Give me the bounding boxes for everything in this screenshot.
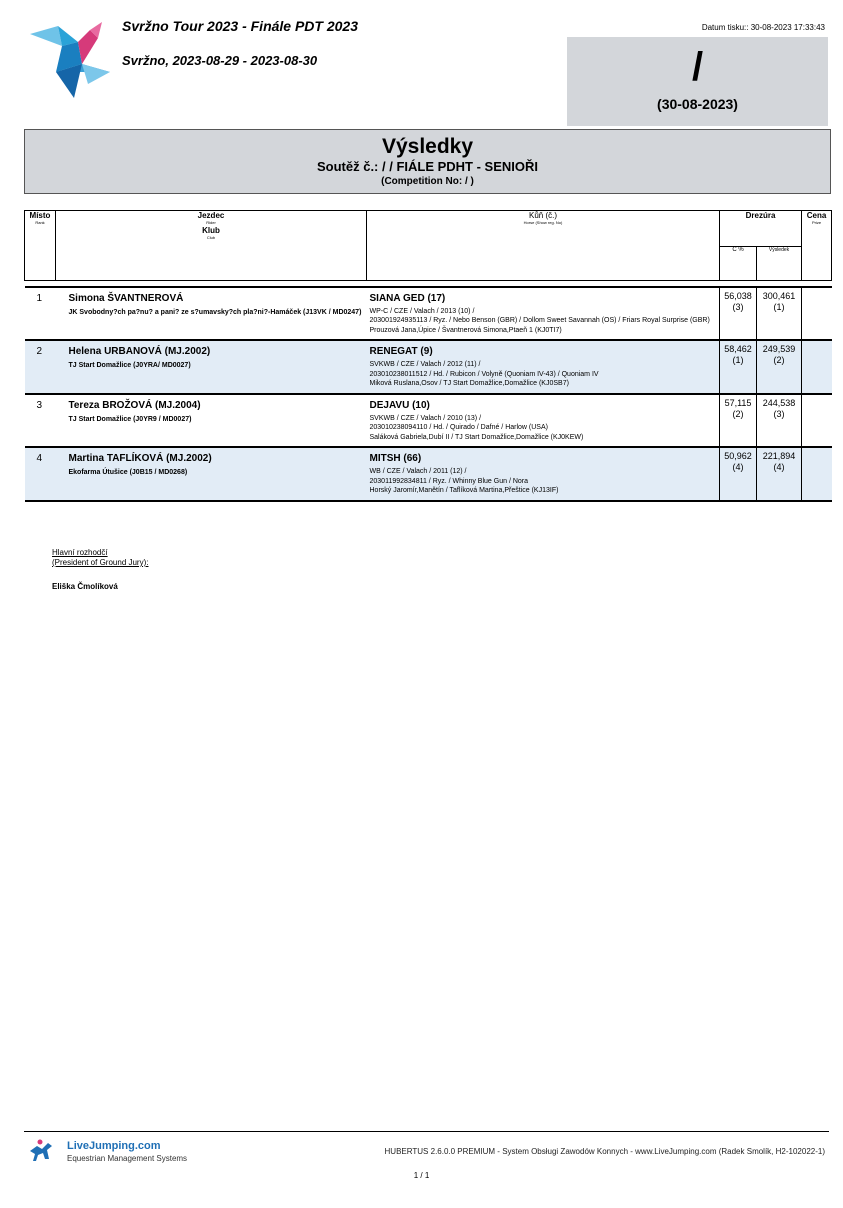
origami-bird-logo-icon <box>28 20 112 100</box>
event-dates: Svržno, 2023-08-29 - 2023-08-30 <box>122 53 318 68</box>
horse-name: MITSH (66) <box>369 453 422 464</box>
col-horse: Kůň (č.) Horse (Show reg. No) <box>367 211 720 281</box>
col-rider: Jezdec Rider Klub Club <box>56 211 367 281</box>
results-banner <box>24 129 831 194</box>
horse-info: SVKWB / CZE / Valach / 2010 (13) / 203010238094110 / Hd. / Quirado / Dafné / Harlow (USA) Saláková Gabriela,Dubí II / TJ Start Domažlice,Domažlice (KJ0KEW) <box>369 414 584 441</box>
horse-cell <box>367 287 720 341</box>
horse-cell <box>367 340 720 394</box>
footer-software-info: HUBERTUS 2.6.0.0 PREMIUM - System Obsługi Zawodów Konnych - www.LiveJumping.com (Radek Smolík, H2-102022-1) <box>384 1147 825 1156</box>
table-row <box>25 287 832 341</box>
club-name: TJ Start Domažlice (J0YRA/ MD0027) <box>68 362 191 369</box>
rank-cell: 2 <box>25 340 56 394</box>
rider-name: Tereza BROŽOVÁ (MJ.2004) <box>68 399 201 411</box>
horse-info: SVKWB / CZE / Valach / 2012 (11) / 203010238011512 / Hd. / Rubicon / Volyně (Quoniam IV-43) / Quoniam IV Miková Ruslana,Osov / TJ Start Domažlice,Domažlice (KJ0SB7) <box>369 361 599 387</box>
rider-cell <box>56 447 367 501</box>
rank-cell: 3 <box>25 394 56 448</box>
footer-tagline: Equestrian Management Systems <box>67 1154 188 1163</box>
competition-date-box <box>567 37 828 126</box>
club-name: Ekofarma Útušice (J0B15 / MD0268) <box>68 469 188 476</box>
rank-cell: 1 <box>25 287 56 341</box>
jury-label: Hlavní rozhodčí <box>52 548 108 557</box>
rider-name: Martina TAFLÍKOVÁ (MJ.2002) <box>68 453 212 464</box>
results-table <box>24 210 832 502</box>
col-dressage: Drezúra <box>720 211 802 247</box>
competition-date: (30-08-2023) <box>657 96 738 112</box>
club-name: TJ Start Domažlice (J0YR9 / MD0027) <box>68 415 192 423</box>
prize-cell <box>802 447 832 501</box>
page-number: 1 / 1 <box>413 1171 430 1180</box>
percent-cell: 50,962 (4) <box>720 447 757 501</box>
jury-section <box>52 548 148 592</box>
horse-info: WP-C / CZE / Valach / 2013 (10) / 203001924935113 / Ryz. / Nebo Benson (GBR) / Dollom Sweet Savannah (OS) / Friars Royal Surprise (GBR) Prouzová Jana,Úpice / Švantnerová Simona,Ptaeň 1 (KJ0TI7) <box>369 307 710 334</box>
percent-cell: 58,462 (1) <box>720 340 757 394</box>
percent-cell: 57,115 (2) <box>720 394 757 448</box>
rank-cell: 4 <box>25 447 56 501</box>
result-cell: 300,461 (1) <box>757 287 802 341</box>
footer-divider <box>24 1131 829 1132</box>
prize-cell <box>802 340 832 394</box>
competition-name-en: (Competition No: / ) <box>381 176 474 187</box>
table-row <box>25 447 832 501</box>
jury-president-name: Eliška Čmolíková <box>52 582 118 591</box>
col-percent: C % <box>720 247 757 281</box>
footer-brand: LiveJumping.com <box>67 1140 161 1152</box>
col-rank: Místo Rank <box>25 211 56 281</box>
result-cell: 244,538 (3) <box>757 394 802 448</box>
table-row <box>25 394 832 448</box>
horse-name: DEJAVU (10) <box>369 399 430 411</box>
col-result: Výsledek <box>757 247 802 281</box>
rider-cell <box>56 287 367 341</box>
table-row <box>25 340 832 394</box>
results-title: Výsledky <box>381 135 474 158</box>
club-name: JK Svobodny?ch pa?nu? a pani? ze s?umavsky?ch pla?ni?-Hamáček (J13VK / MD0247) <box>68 308 362 316</box>
horse-cell <box>367 394 720 448</box>
competition-name: Soutěž č.: / / FIÁLE PDHT - SENIOŘI <box>316 159 538 174</box>
rider-cell <box>56 394 367 448</box>
rider-cell <box>56 340 367 394</box>
horse-name: RENEGAT (9) <box>369 346 433 357</box>
print-date: Datum tisku:: 30-08-2023 17:33:43 <box>701 23 825 32</box>
horse-info: WB / CZE / Valach / 2011 (12) / 203011992834811 / Ryz. / Whinny Blue Gun / Nora Horský Jaromír,Manětín / Taflíková Martina,Přeštice (KJ13IF) <box>369 468 559 494</box>
livejumping-horse-rider-icon <box>28 1137 54 1163</box>
result-cell: 221,894 (4) <box>757 447 802 501</box>
competition-number-slash: / <box>691 45 704 89</box>
result-cell: 249,539 (2) <box>757 340 802 394</box>
jury-label-en: (President of Ground Jury): <box>52 558 149 567</box>
col-prize: Cena Prize <box>802 211 832 281</box>
rider-name: Helena URBANOVÁ (MJ.2002) <box>68 346 211 357</box>
prize-cell <box>802 394 832 448</box>
prize-cell <box>802 287 832 341</box>
event-title: Svržno Tour 2023 - Finále PDT 2023 <box>122 18 359 34</box>
percent-cell: 56,038 (3) <box>720 287 757 341</box>
horse-name: SIANA GED (17) <box>369 292 446 304</box>
horse-cell <box>367 447 720 501</box>
rider-name: Simona ŠVANTNEROVÁ <box>68 292 184 304</box>
